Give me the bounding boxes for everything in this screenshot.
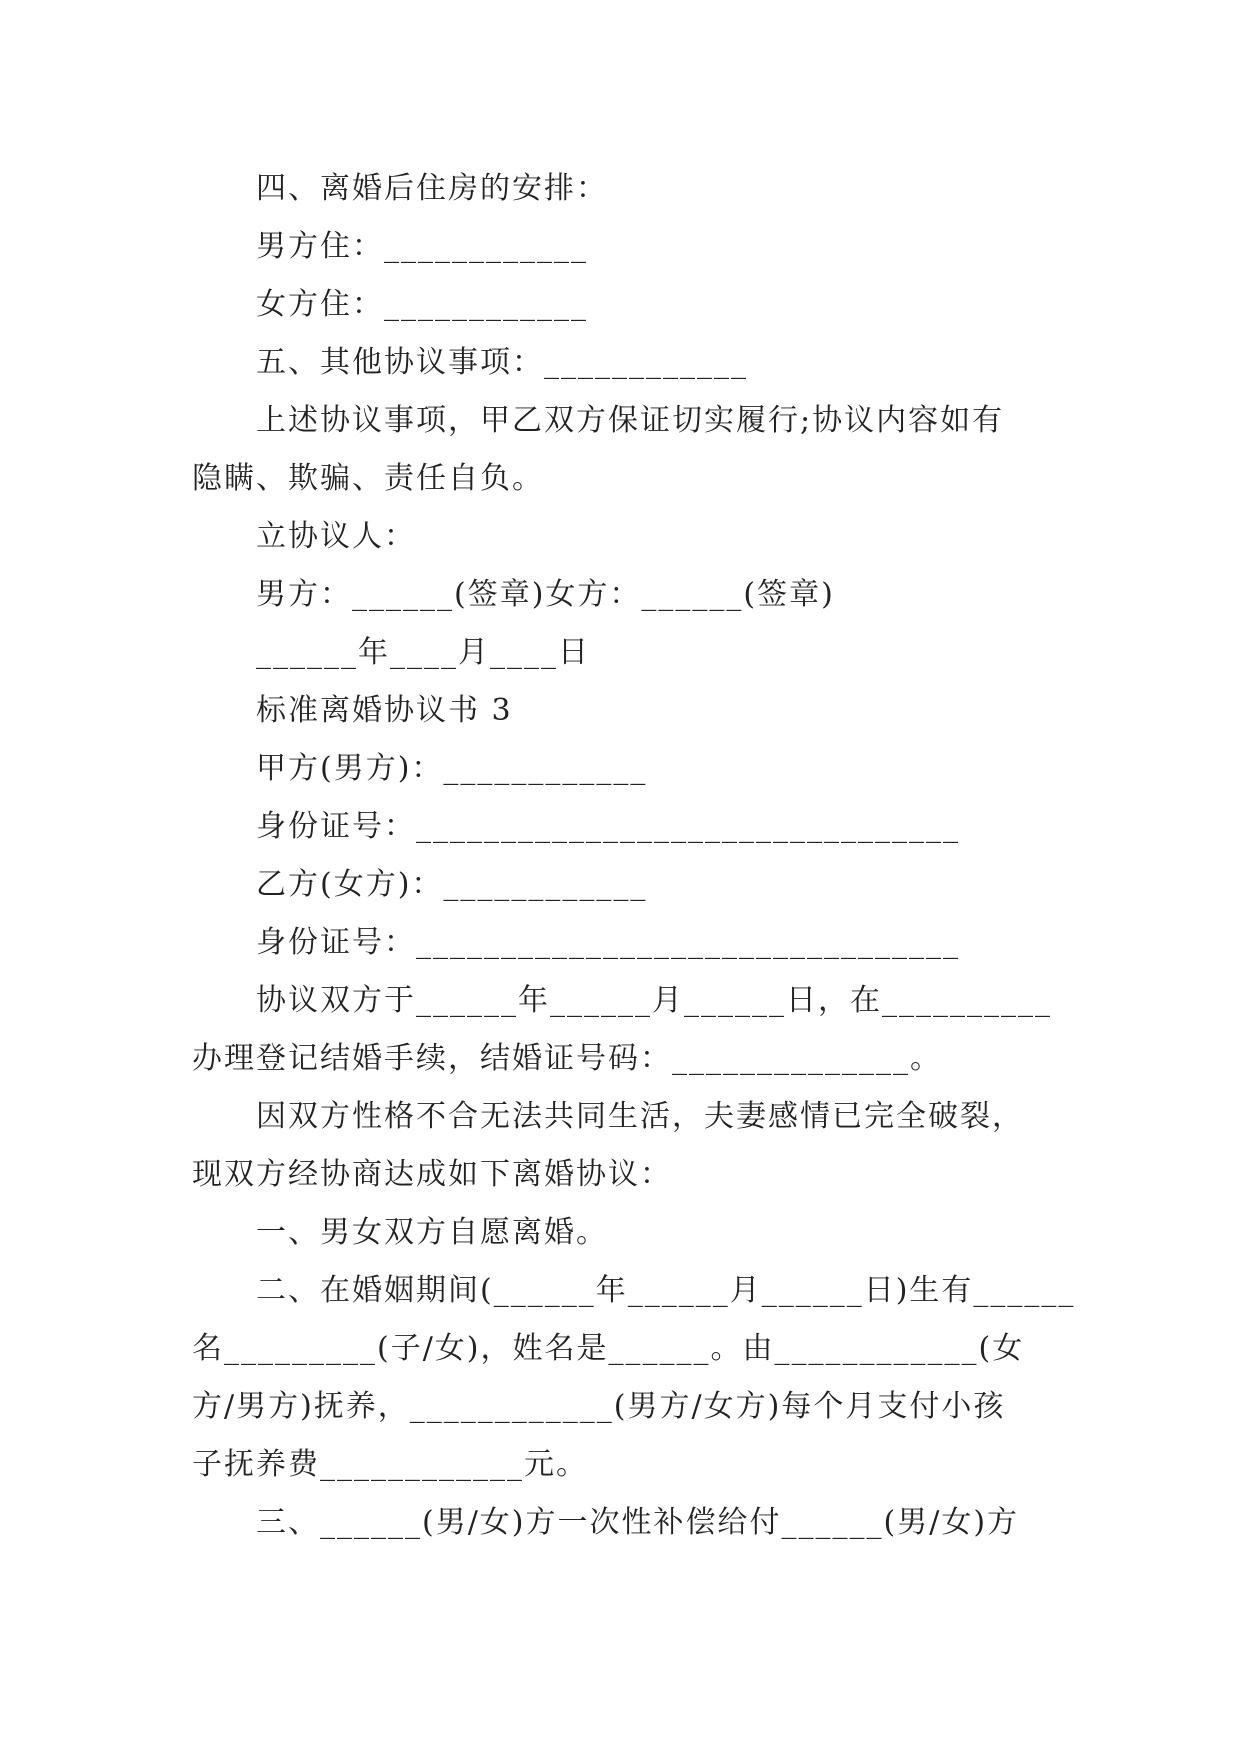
text-line: ______年____月____日 bbox=[256, 635, 590, 670]
text-line: 身份证号：________________________________ bbox=[256, 925, 960, 960]
text-line: 五、其他协议事项：____________ bbox=[256, 345, 748, 380]
text-line: 名_________(子/女)，姓名是______。由____________(女 bbox=[192, 1331, 1025, 1366]
text-line: 男方住：____________ bbox=[256, 229, 588, 264]
text-line: 办理登记结婚手续，结婚证号码：______________。 bbox=[192, 1041, 942, 1076]
text-line: 四、离婚后住房的安排： bbox=[256, 171, 608, 206]
text-line: 因双方性格不合无法共同生活，夫妻感情已完全破裂， bbox=[256, 1099, 1024, 1134]
document-body bbox=[192, 160, 1076, 1552]
text-line: 现双方经协商达成如下离婚协议： bbox=[192, 1157, 672, 1192]
text-line: 女方住：____________ bbox=[256, 287, 588, 322]
text-line: 二、在婚姻期间(______年______月______日)生有______ bbox=[256, 1273, 1076, 1308]
text-line: 立协议人： bbox=[256, 519, 416, 554]
text-line: 子抚养费____________元。 bbox=[192, 1447, 588, 1482]
text-line: 上述协议事项，甲乙双方保证切实履行;协议内容如有 bbox=[256, 403, 1005, 438]
text-line: 方/男方)抚养，____________(男方/女方)每个月支付小孩 bbox=[192, 1389, 1006, 1424]
text-line: 甲方(男方)：____________ bbox=[256, 751, 648, 786]
text-line: 三、______(男/女)方一次性补偿给付______(男/女)方 bbox=[256, 1505, 1020, 1540]
text-line: 一、男女双方自愿离婚。 bbox=[256, 1215, 608, 1250]
text-line: 乙方(女方)：____________ bbox=[256, 867, 648, 902]
text-line: 隐瞒、欺骗、责任自负。 bbox=[192, 461, 544, 496]
text-line: 身份证号：________________________________ bbox=[256, 809, 960, 844]
text-line: 协议双方于______年______月______日，在__________ bbox=[256, 983, 1052, 1018]
text-line: 男方：______(签章)女方：______(签章) bbox=[256, 577, 835, 612]
section-title: 标准离婚协议书 3 bbox=[256, 693, 513, 728]
